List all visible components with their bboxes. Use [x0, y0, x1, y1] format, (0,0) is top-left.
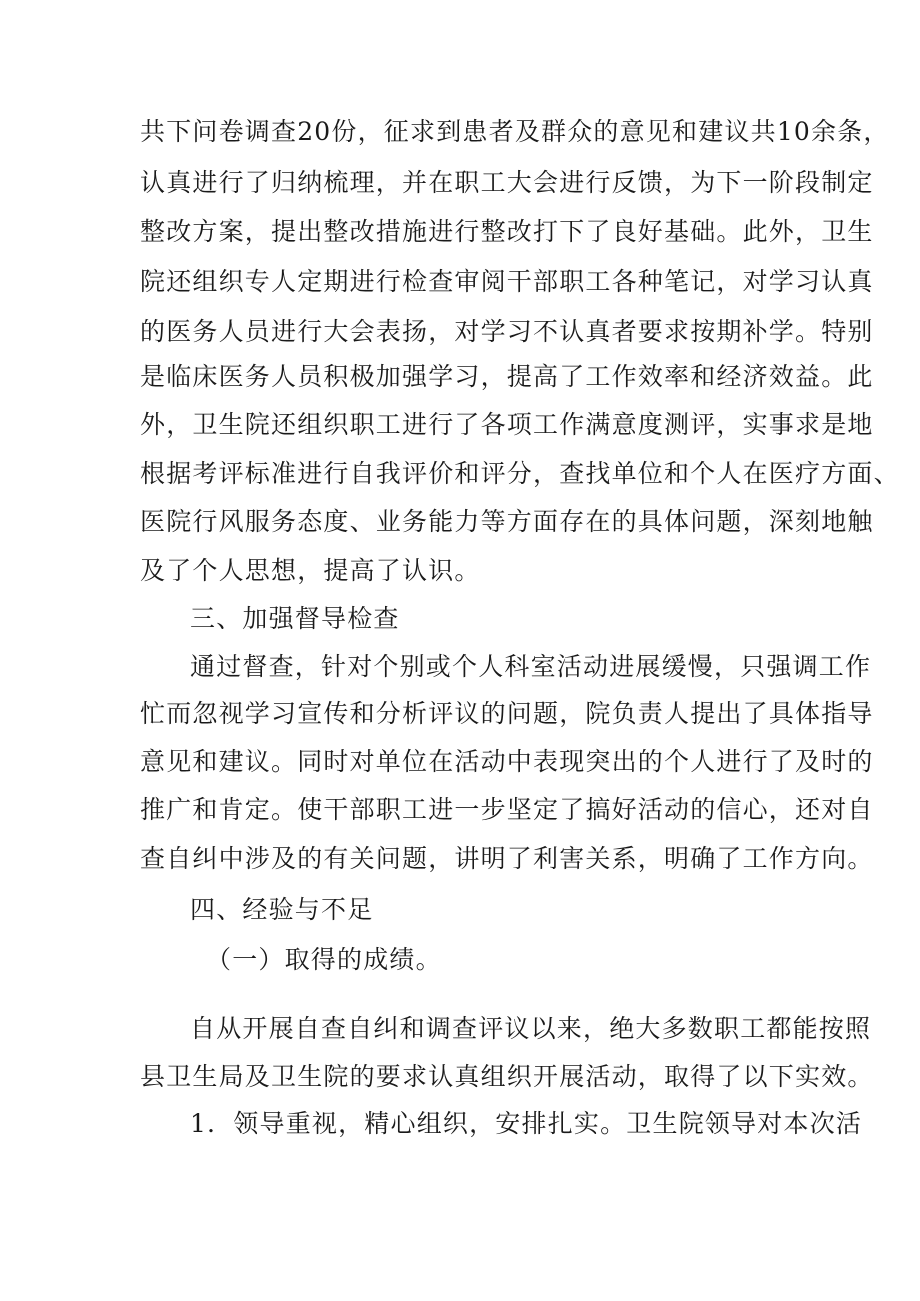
paragraph-line: 及了个人思想，提高了认识。	[140, 556, 481, 585]
paragraph-line: 查自纠中涉及的有关问题，讲明了利害关系，明确了工作方向。	[140, 844, 874, 873]
paragraph-line: 县卫生局及卫生院的要求认真组织开展活动，取得了以下实效。	[140, 1062, 874, 1091]
paragraph-line: 外，卫生院还组织职工进行了各项工作满意度测评，实事求是地	[140, 410, 874, 439]
paragraph-line: 认真进行了归纳梳理，并在职工大会进行反馈，为下一阶段制定	[140, 168, 874, 197]
list-item: 1．领导重视，精心组织，安排扎实。卫生院领导对本次活	[190, 1109, 863, 1138]
section-heading: 四、经验与不足	[190, 895, 374, 924]
paragraph-line: 共下问卷调查20份，征求到患者及群众的意见和建议共10余条，	[140, 117, 890, 146]
paragraph-line: 根据考评标准进行自我评价和评分，查找单位和个人在医疗方面、	[140, 459, 900, 488]
section-heading: 三、加强督导检查	[190, 604, 400, 633]
paragraph-line: 院还组织专人定期进行检查审阅干部职工各种笔记，对学习认真	[140, 267, 874, 296]
paragraph-line: 整改方案，提出整改措施进行整改打下了良好基础。此外，卫生	[140, 217, 874, 246]
paragraph-line: 推广和肯定。使干部职工进一步坚定了搞好活动的信心，还对自	[140, 795, 874, 824]
paragraph-line: 通过督查，针对个别或个人科室活动进展缓慢，只强调工作	[190, 652, 872, 681]
paragraph-line: 意见和建议。同时对单位在活动中表现突出的个人进行了及时的	[140, 747, 874, 776]
paragraph-line: 是临床医务人员积极加强学习，提高了工作效率和经济效益。此	[140, 362, 874, 391]
paragraph-line: 的医务人员进行大会表扬，对学习不认真者要求按期补学。特别	[140, 317, 874, 346]
paragraph-line: 忙而忽视学习宣传和分析评议的问题，院负责人提出了具体指导	[140, 699, 874, 728]
paragraph-line: 医院行风服务态度、业务能力等方面存在的具体问题，深刻地触	[140, 507, 874, 536]
subsection-heading: （一）取得的成绩。	[206, 945, 442, 974]
paragraph-line: 自从开展自查自纠和调查评议以来，绝大多数职工都能按照	[190, 1014, 872, 1043]
